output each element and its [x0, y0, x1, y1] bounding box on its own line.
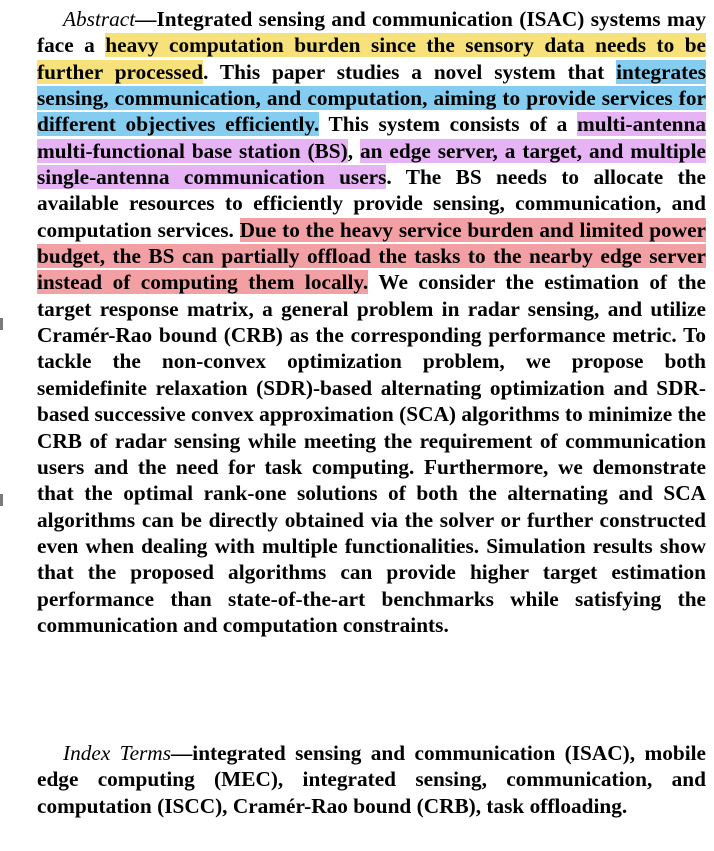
abstract-text: We consider the estimation of the target response matrix, a general problem in radar sensing, and utilize Cramér-Rao bound (CRB) as the corresponding performance metric. To tackle the non-convex optimization problem, we propose both semidefinite relaxation (SDR)-based alternating optimization and SDR-based successive convex approximation (SCA) algorithms to minimize the CRB of radar sensing while meeting the requirement of communication users and the need for task computing. Furthermore, we demonstrate that the optimal rank-one solutions of both the alternating and SCA algorithms can be directly obtained via the solver or further constructed even when dealing with multiple functionalities. Simulation results show that the proposed algorithms can provide higher target estimation performance than state-of-the-art benchmarks while satisfying the communication and computation constraints. — [37, 270, 706, 637]
abstract-label: Abstract — [63, 7, 136, 31]
highlighted-text-purple: multi-functional base station (BS) — [37, 138, 348, 163]
highlighted-text-blue: integrates sensing, communication, and computation, aiming to provide services for different objectives efficiently. — [37, 59, 707, 137]
index-terms-dash: — — [170, 741, 193, 765]
abstract-section — [37, 6, 706, 638]
abstract-text: . This paper studies a novel system that — [203, 59, 617, 84]
index-terms-section — [37, 740, 706, 819]
margin-mark — [0, 494, 3, 506]
abstract-text: This system consists of a — [319, 112, 578, 137]
highlighted-text-purple: multi-antenna — [577, 112, 706, 137]
index-terms-label: Index Terms — [63, 741, 171, 765]
abstract-text: Integrated sensing and communication (ISAC) systems may face a — [37, 7, 706, 58]
index-terms-paragraph — [37, 740, 706, 819]
margin-mark — [0, 318, 3, 330]
abstract-body — [37, 7, 706, 637]
highlighted-text-yellow: heavy computation burden since the sensory data needs to be further processed — [37, 33, 706, 84]
index-terms-text: integrated sensing and communication (ISAC), mobile edge computing (MEC), integrated sensing, communication, and computation (ISCC), Cramér-Rao bound (CRB), task offloading. — [37, 741, 706, 818]
highlighted-text-purple: an edge server, a target, and multiple single-antenna communication users — [37, 138, 706, 190]
abstract-paragraph — [37, 6, 706, 638]
abstract-text: , — [347, 138, 360, 163]
abstract-text: . The BS needs to allocate the available resources to efficiently provide sensing, communication, and computation services. — [37, 165, 706, 242]
highlighted-text-red: Due to the heavy service burden and limited power budget, the BS can partially offload the tasks to the nearby edge server instead of computing them locally. — [37, 217, 706, 295]
abstract-dash: — — [135, 7, 157, 31]
